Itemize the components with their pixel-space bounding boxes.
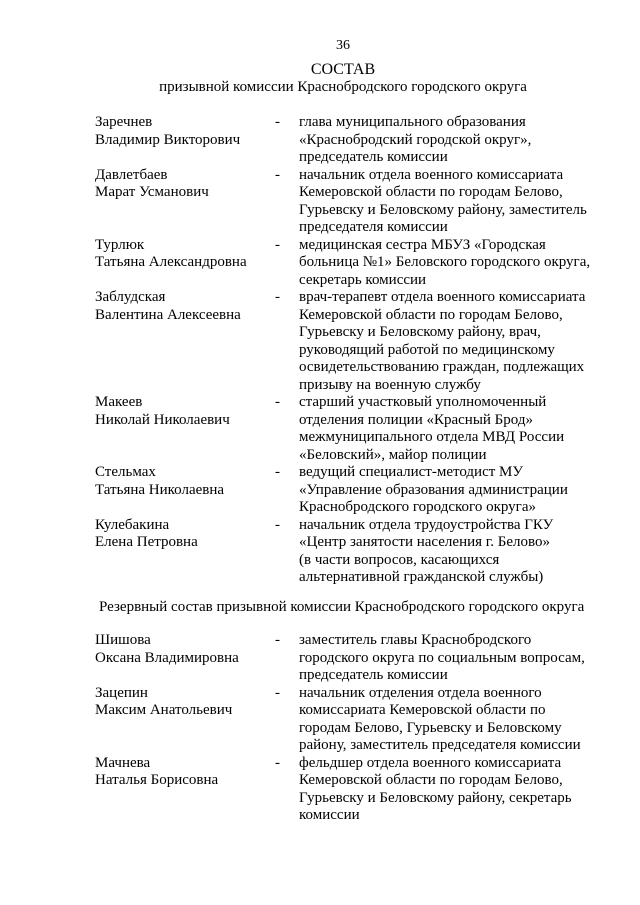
role-line: городского округа по социальным вопросам, xyxy=(299,649,585,666)
member-surname: Мачнева xyxy=(95,754,151,771)
role-line: «Краснобродский городской округ», xyxy=(299,131,532,148)
role-line: межмуниципального отдела МВД России xyxy=(299,429,565,445)
member-given-names: Наталья Борисовна xyxy=(95,772,219,788)
document-subtitle: призывной комиссии Краснобродского городского округа xyxy=(159,79,527,95)
role-line: освидетельствованию граждан, подлежащих xyxy=(299,359,585,375)
member-role xyxy=(299,394,599,464)
role-line: комиссии xyxy=(299,807,360,823)
member-entry xyxy=(95,685,615,755)
role-line: врач-терапевт отдела военного комиссариата xyxy=(299,289,586,305)
role-line: больница №1» Беловского городского округа, xyxy=(299,254,591,270)
role-line: заместитель главы Краснобродского xyxy=(299,632,532,648)
role-line: Краснобродского городского округа» xyxy=(299,499,536,515)
role-line: городам Белово, Гурьевску и Беловскому xyxy=(299,719,562,736)
member-given-names: Оксана Владимировна xyxy=(95,649,239,666)
member-role xyxy=(299,237,599,290)
member-entry xyxy=(95,464,615,517)
member-role xyxy=(299,755,599,825)
member-role xyxy=(299,517,599,587)
member-given-names: Татьяна Александровна xyxy=(95,254,247,270)
role-line: «Беловский», майор полиции xyxy=(299,446,487,463)
role-line: Гурьевску и Беловскому району, врач, xyxy=(299,324,541,340)
dash-separator: - xyxy=(275,289,280,305)
role-line: председателя комиссии xyxy=(299,219,448,235)
dash-separator: - xyxy=(275,114,280,130)
member-surname: Макеев xyxy=(95,394,143,410)
role-line: отделения полиции «Красный Брод» xyxy=(299,411,533,428)
member-given-names: Елена Петровна xyxy=(95,534,198,550)
member-surname: Стельмах xyxy=(95,464,156,480)
document-title: СОСТАВ xyxy=(310,61,376,78)
member-given-names: Максим Анатольевич xyxy=(95,702,233,718)
dash-separator: - xyxy=(275,684,280,701)
role-line: Гурьевску и Беловскому району, секретарь xyxy=(299,789,572,806)
member-surname: Зацепин xyxy=(95,684,148,701)
member-role xyxy=(299,464,599,517)
role-line: призыву на военную службу xyxy=(299,376,481,393)
role-line: Кемеровской области по городам Белово, xyxy=(299,772,563,788)
role-line: альтернативной гражданской службы) xyxy=(299,569,544,585)
role-line: фельдшер отдела военного комиссариата xyxy=(299,754,562,771)
role-line: старший участковый уполномоченный xyxy=(299,394,547,410)
member-name xyxy=(95,755,275,825)
role-line: руководящий работой по медицинскому xyxy=(299,341,555,358)
role-line: начальник отдела трудоустройства ГКУ xyxy=(299,516,554,533)
role-line: району, заместитель председателя комиссии xyxy=(299,737,581,753)
role-line: председатель комиссии xyxy=(299,667,448,683)
member-entry xyxy=(95,755,615,825)
member-entry xyxy=(95,394,615,464)
member-entry xyxy=(95,237,615,290)
member-given-names: Татьяна Николаевна xyxy=(95,481,225,498)
member-given-names: Валентина Алексеевна xyxy=(95,306,241,323)
role-line: «Центр занятости населения г. Белово» xyxy=(299,534,550,550)
reserve-members-list xyxy=(95,632,615,825)
member-entry xyxy=(95,167,615,237)
dash-separator: - xyxy=(275,464,280,480)
member-role xyxy=(299,114,599,167)
role-line: Кемеровской области по городам Белово, xyxy=(299,184,563,200)
role-line: «Управление образования администрации xyxy=(299,481,568,498)
member-surname: Заблудская xyxy=(95,289,166,305)
member-name xyxy=(95,289,275,394)
member-name xyxy=(95,167,275,237)
page-number: 36 xyxy=(336,38,350,53)
member-surname: Шишова xyxy=(95,632,151,648)
reserve-section-heading: Резервный состав призывной комиссии Краснобродского городского округа xyxy=(99,599,585,615)
role-line: Кемеровской области по городам Белово, xyxy=(299,306,563,323)
dash-separator: - xyxy=(275,632,280,648)
role-line: глава муниципального образования xyxy=(299,114,526,130)
member-entry xyxy=(95,289,615,394)
role-line: председатель комиссии xyxy=(299,149,448,165)
member-role xyxy=(299,685,599,755)
member-entry xyxy=(95,632,615,685)
member-given-names: Владимир Викторович xyxy=(95,131,241,148)
member-surname: Кулебакина xyxy=(95,516,170,533)
member-name xyxy=(95,517,275,587)
member-entry xyxy=(95,517,615,587)
dash-separator: - xyxy=(275,236,280,253)
role-line: медицинская сестра МБУЗ «Городская xyxy=(299,236,546,253)
dash-separator: - xyxy=(275,166,280,183)
member-role xyxy=(299,167,599,237)
role-line: ведущий специалист-методист МУ xyxy=(299,464,524,480)
member-name xyxy=(95,464,275,517)
member-name xyxy=(95,394,275,464)
member-name xyxy=(95,114,275,167)
dash-separator: - xyxy=(275,754,280,771)
member-name xyxy=(95,632,275,685)
role-line: начальник отдела военного комиссариата xyxy=(299,166,564,183)
dash-separator: - xyxy=(275,394,280,410)
role-line: секретарь комиссии xyxy=(299,271,427,288)
role-line: начальник отделения отдела военного xyxy=(299,684,542,701)
commission-members-list xyxy=(95,114,615,587)
role-line: (в части вопросов, касающихся xyxy=(299,551,500,568)
member-name xyxy=(95,237,275,290)
member-name xyxy=(95,685,275,755)
member-role xyxy=(299,632,599,685)
member-surname: Турлюк xyxy=(95,236,145,253)
member-entry xyxy=(95,114,615,167)
dash-separator: - xyxy=(275,516,280,533)
member-surname: Заречнев xyxy=(95,114,153,130)
member-given-names: Марат Усманович xyxy=(95,184,209,200)
member-role xyxy=(299,289,599,394)
role-line: Гурьевску и Беловскому району, заместитель xyxy=(299,201,587,218)
member-given-names: Николай Николаевич xyxy=(95,411,230,428)
member-surname: Давлетбаев xyxy=(95,166,168,183)
role-line: комиссариата Кемеровской области по xyxy=(299,702,546,718)
